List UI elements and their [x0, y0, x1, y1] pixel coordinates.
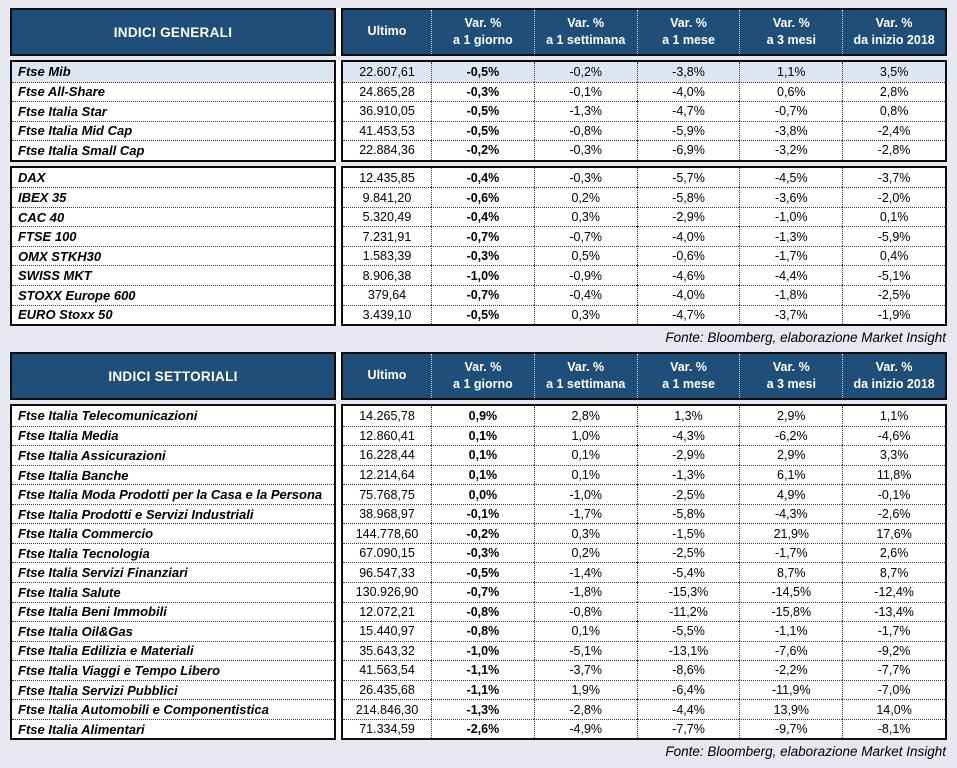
last-price-cell: 9.841,20: [343, 187, 431, 207]
variation-cell: -5,8%: [637, 504, 740, 524]
variation-cell: -1,7%: [739, 246, 842, 266]
variation-cell: -3,6%: [739, 187, 842, 207]
table-title: INDICI SETTORIALI: [10, 352, 336, 400]
last-price-cell: 7.231,91: [343, 226, 431, 246]
last-price-cell: 12.860,41: [343, 426, 431, 446]
column-header-line2: a 1 giorno: [453, 33, 513, 47]
index-name: CAC 40: [12, 207, 334, 227]
column-header-5: [842, 10, 945, 54]
index-name: Ftse Italia Tecnologia: [12, 543, 334, 563]
variation-cell: -4,4%: [739, 265, 842, 285]
variation-cell: -2,5%: [842, 285, 945, 305]
variation-cell: 0,3%: [534, 305, 637, 325]
variation-cell: -0,2%: [431, 140, 534, 160]
table-header-row: [10, 352, 947, 400]
variation-cell: 13,9%: [739, 699, 842, 719]
variation-cell: -0,7%: [739, 101, 842, 121]
index-name: EURO Stoxx 50: [12, 305, 334, 325]
variation-cell: 21,9%: [739, 523, 842, 543]
variation-cell: 2,9%: [739, 406, 842, 426]
variation-cell: 0,1%: [431, 465, 534, 485]
variation-cell: -1,4%: [534, 562, 637, 582]
variation-cell: -4,0%: [637, 82, 740, 102]
variation-cell: 3,5%: [842, 62, 945, 82]
variation-cell: -13,1%: [637, 641, 740, 661]
variation-cell: 0,2%: [534, 187, 637, 207]
variation-cell: -6,9%: [637, 140, 740, 160]
variation-cell: -15,8%: [739, 602, 842, 622]
variation-cell: -0,5%: [431, 121, 534, 141]
column-header-line2: a 3 mesi: [766, 33, 816, 47]
last-price-cell: 3.439,10: [343, 305, 431, 325]
column-header-line1: Ultimo: [367, 24, 407, 39]
column-header-line1: Var. %: [567, 359, 605, 374]
variation-cell: -0,9%: [534, 265, 637, 285]
variation-cell: -2,0%: [842, 187, 945, 207]
last-price-cell: 26.435,68: [343, 680, 431, 700]
index-name: Ftse Italia Viaggi e Tempo Libero: [12, 660, 334, 680]
variation-cell: -5,8%: [637, 187, 740, 207]
variation-cell: -15,3%: [637, 582, 740, 602]
index-name: Ftse Italia Telecomunicazioni: [18, 408, 198, 424]
index-name: DAX: [18, 170, 46, 185]
variation-cell: -2,9%: [637, 445, 740, 465]
variation-cell: -0,3%: [534, 140, 637, 160]
variation-cell: -4,6%: [842, 426, 945, 446]
variation-cell: -1,7%: [739, 543, 842, 563]
variation-cell: 4,9%: [739, 484, 842, 504]
source-note: Fonte: Bloomberg, elaborazione Market Insight: [665, 330, 946, 346]
variation-cell: -0,5%: [431, 62, 534, 82]
groups: [10, 404, 947, 740]
variation-cell: -0,2%: [431, 523, 534, 543]
variation-cell: -1,0%: [431, 641, 534, 661]
column-header-line1: Var. %: [464, 15, 502, 30]
index-name: IBEX 35: [12, 187, 334, 207]
last-price-cell: 130.926,90: [343, 582, 431, 602]
index-name: Ftse Italia Moda Prodotti per la Casa e la Persona: [12, 484, 334, 504]
variation-cell: -2,4%: [842, 121, 945, 141]
index-name: Ftse Mib: [12, 62, 334, 82]
last-price-cell: 12.072,21: [343, 602, 431, 622]
last-price-cell: 36.910,05: [343, 101, 431, 121]
index-name: Ftse Italia Assicurazioni: [12, 445, 334, 465]
variation-cell: -5,4%: [637, 562, 740, 582]
index-name: Ftse Italia Commercio: [12, 523, 334, 543]
column-header-line1: Var. %: [670, 359, 707, 374]
variation-cell: 6,1%: [739, 465, 842, 485]
variation-cell: -1,1%: [739, 621, 842, 641]
last-price-cell: 144.778,60: [343, 523, 431, 543]
variation-cell: -4,3%: [739, 504, 842, 524]
variation-cell: -0,3%: [431, 543, 534, 563]
last-price-cell: 214.846,30: [343, 699, 431, 719]
variation-cell: -1,3%: [739, 226, 842, 246]
variation-cell: 3,3%: [842, 445, 945, 465]
column-header-line2: a 1 settimana: [546, 377, 626, 392]
column-header-4: [739, 354, 842, 398]
index-name: Ftse Italia Beni Immobili: [12, 602, 334, 622]
variation-cell: -3,8%: [739, 121, 842, 141]
variation-cell: -1,7%: [842, 621, 945, 641]
column-header-line1: Ultimo: [367, 368, 407, 383]
variation-cell: -6,4%: [637, 680, 740, 700]
column-header-line2: da inizio 2018: [853, 33, 935, 47]
variation-cell: -2,5%: [637, 484, 740, 504]
variation-cell: -0,1%: [431, 504, 534, 524]
index-name: FTSE 100: [12, 226, 334, 246]
column-header-2: [534, 10, 637, 54]
variation-cell: 0,4%: [842, 246, 945, 266]
index-name: Ftse Italia Banche: [12, 465, 334, 485]
last-price-cell: 1.583,39: [343, 246, 431, 266]
column-header-line2: a 1 settimana: [546, 33, 626, 47]
column-header-line2: a 3 mesi: [766, 377, 816, 392]
column-header-line1: Var. %: [875, 359, 913, 374]
variation-cell: -3,7%: [842, 168, 945, 188]
variation-cell: -0,6%: [637, 246, 740, 266]
index-name: OMX STKH30: [12, 246, 334, 266]
variation-cell: -0,5%: [431, 562, 534, 582]
variation-cell: 2,8%: [842, 82, 945, 102]
variation-cell: -4,7%: [637, 101, 740, 121]
column-header-line1: Var. %: [670, 15, 707, 30]
groups: [10, 60, 947, 326]
variation-cell: -2,6%: [431, 719, 534, 739]
last-price-cell: 24.865,28: [343, 82, 431, 102]
last-price-cell: 41.453,53: [343, 121, 431, 141]
variation-cell: -0,8%: [431, 621, 534, 641]
variation-cell: -2,6%: [842, 504, 945, 524]
index-name: Ftse Italia Salute: [12, 582, 334, 602]
variation-cell: -1,8%: [534, 582, 637, 602]
values-block: [341, 60, 947, 162]
variation-cell: -7,7%: [842, 660, 945, 680]
column-header-line2: a 1 mese: [662, 33, 715, 47]
variation-cell: -9,2%: [842, 641, 945, 661]
index-name: Ftse Italia Automobili e Componentistica: [12, 699, 334, 719]
variation-cell: -5,1%: [534, 641, 637, 661]
variation-cell: -2,2%: [739, 660, 842, 680]
variation-cell: -0,8%: [534, 121, 637, 141]
variation-cell: -0,4%: [431, 168, 534, 188]
variation-cell: -0,1%: [842, 484, 945, 504]
variation-cell: -8,6%: [637, 660, 740, 680]
variation-cell: 0,1%: [842, 207, 945, 227]
row-group: [10, 60, 947, 162]
variation-cell: -1,1%: [431, 680, 534, 700]
variation-cell: 1,3%: [637, 406, 740, 426]
variation-cell: 0,0%: [431, 484, 534, 504]
variation-cell: -0,8%: [431, 602, 534, 622]
variation-cell: -2,8%: [842, 140, 945, 160]
index-name: Ftse Italia Small Cap: [12, 140, 334, 160]
variation-cell: 0,9%: [431, 406, 534, 426]
variation-cell: -4,5%: [739, 168, 842, 188]
variation-cell: -1,1%: [431, 660, 534, 680]
column-header-4: [739, 10, 842, 54]
variation-cell: -7,0%: [842, 680, 945, 700]
variation-cell: -0,5%: [431, 305, 534, 325]
variation-cell: 1,1%: [842, 406, 945, 426]
last-price-cell: 22.607,61: [343, 62, 431, 82]
variation-cell: 0,5%: [534, 246, 637, 266]
last-price-cell: 41.563,54: [343, 660, 431, 680]
variation-cell: -6,2%: [739, 426, 842, 446]
row-group: [10, 166, 947, 326]
variation-cell: 0,3%: [534, 207, 637, 227]
variation-cell: 0,6%: [739, 82, 842, 102]
last-price-cell: 75.768,75: [343, 484, 431, 504]
variation-cell: 2,8%: [534, 406, 637, 426]
column-header-0: [343, 10, 431, 54]
index-name: Ftse Italia Servizi Finanziari: [12, 562, 334, 582]
variation-cell: -0,3%: [431, 246, 534, 266]
variation-cell: 2,6%: [842, 543, 945, 563]
last-price-cell: 12.214,64: [343, 465, 431, 485]
last-price-cell: 5.320,49: [343, 207, 431, 227]
variation-cell: -1,3%: [534, 101, 637, 121]
index-names-block: [10, 166, 336, 326]
variation-cell: 1,1%: [739, 62, 842, 82]
values-block: [341, 166, 947, 326]
last-price-cell: 22.884,36: [343, 140, 431, 160]
column-header-5: [842, 354, 945, 398]
variation-cell: -3,7%: [739, 305, 842, 325]
variation-cell: 17,6%: [842, 523, 945, 543]
variation-cell: -2,8%: [534, 699, 637, 719]
variation-cell: -4,3%: [637, 426, 740, 446]
variation-cell: -3,8%: [637, 62, 740, 82]
variation-cell: -4,0%: [637, 285, 740, 305]
variation-cell: -1,5%: [637, 523, 740, 543]
variation-cell: -0,4%: [431, 207, 534, 227]
variation-cell: -12,4%: [842, 582, 945, 602]
index-name: Ftse Italia Alimentari: [12, 719, 334, 739]
table-title: INDICI GENERALI: [10, 8, 336, 56]
variation-cell: 14,0%: [842, 699, 945, 719]
column-header-3: [637, 10, 740, 54]
variation-cell: -11,9%: [739, 680, 842, 700]
variation-cell: -5,9%: [842, 226, 945, 246]
variation-cell: -2,9%: [637, 207, 740, 227]
column-headers: [341, 352, 947, 400]
variation-cell: -5,7%: [637, 168, 740, 188]
variation-cell: 0,1%: [534, 445, 637, 465]
variation-cell: -0,6%: [431, 187, 534, 207]
index-name: Ftse Italia Star: [12, 101, 334, 121]
variation-cell: -0,8%: [534, 602, 637, 622]
variation-cell: 0,1%: [534, 465, 637, 485]
variation-cell: 0,2%: [534, 543, 637, 563]
variation-cell: -1,3%: [431, 699, 534, 719]
variation-cell: 1,9%: [534, 680, 637, 700]
variation-cell: 1,0%: [534, 426, 637, 446]
variation-cell: -1,0%: [431, 265, 534, 285]
variation-cell: -0,1%: [534, 82, 637, 102]
last-price-cell: 67.090,15: [343, 543, 431, 563]
variation-cell: -3,7%: [534, 660, 637, 680]
last-price-cell: 379,64: [343, 285, 431, 305]
variation-cell: -13,4%: [842, 602, 945, 622]
variation-cell: -9,7%: [739, 719, 842, 739]
last-price-cell: 16.228,44: [343, 445, 431, 465]
column-header-line2: a 1 giorno: [453, 377, 513, 392]
variation-cell: -5,9%: [637, 121, 740, 141]
row-group: [10, 404, 947, 740]
index-name: Ftse Italia Edilizia e Materiali: [12, 641, 334, 661]
index-names-block: [10, 404, 336, 740]
variation-cell: 11,8%: [842, 465, 945, 485]
last-price-cell: 8.906,38: [343, 265, 431, 285]
variation-cell: 0,8%: [842, 101, 945, 121]
variation-cell: -1,9%: [842, 305, 945, 325]
index-name: Ftse Italia Oil&Gas: [12, 621, 334, 641]
variation-cell: -3,2%: [739, 140, 842, 160]
variation-cell: -0,4%: [534, 285, 637, 305]
column-header-3: [637, 354, 740, 398]
variation-cell: -5,1%: [842, 265, 945, 285]
column-header-2: [534, 354, 637, 398]
variation-cell: -0,3%: [534, 168, 637, 188]
variation-cell: -4,7%: [637, 305, 740, 325]
variation-cell: -8,1%: [842, 719, 945, 739]
last-price-cell: 96.547,33: [343, 562, 431, 582]
index-name: Ftse All-Share: [12, 82, 334, 102]
variation-cell: -14,5%: [739, 582, 842, 602]
column-header-1: [431, 354, 534, 398]
variation-cell: -0,2%: [534, 62, 637, 82]
variation-cell: -1,0%: [534, 484, 637, 504]
variation-cell: -4,6%: [637, 265, 740, 285]
variation-cell: -4,0%: [637, 226, 740, 246]
variation-cell: 8,7%: [842, 562, 945, 582]
column-header-0: [343, 354, 431, 398]
variation-cell: -1,7%: [534, 504, 637, 524]
variation-cell: -7,7%: [637, 719, 740, 739]
column-header-line1: Var. %: [875, 15, 913, 30]
variation-cell: -11,2%: [637, 602, 740, 622]
variation-cell: 0,3%: [534, 523, 637, 543]
table-header-row: [10, 8, 947, 56]
values-block: [341, 404, 947, 740]
indici-generali-section: [10, 8, 947, 345]
variation-cell: 2,9%: [739, 445, 842, 465]
variation-cell: -4,4%: [637, 699, 740, 719]
column-header-line1: Var. %: [464, 359, 502, 374]
variation-cell: -0,7%: [431, 226, 534, 246]
last-price-cell: 15.440,97: [343, 621, 431, 641]
variation-cell: 0,1%: [431, 445, 534, 465]
index-name: Ftse Italia Media: [12, 426, 334, 446]
variation-cell: -1,0%: [739, 207, 842, 227]
variation-cell: 0,1%: [431, 426, 534, 446]
last-price-cell: 14.265,78: [359, 408, 415, 423]
index-name: Ftse Italia Mid Cap: [12, 121, 334, 141]
variation-cell: -0,5%: [431, 101, 534, 121]
index-name: Ftse Italia Prodotti e Servizi Industriali: [12, 504, 334, 524]
variation-cell: -4,9%: [534, 719, 637, 739]
last-price-cell: 35.643,32: [343, 641, 431, 661]
last-price-cell: 38.968,97: [343, 504, 431, 524]
column-header-1: [431, 10, 534, 54]
variation-cell: -0,7%: [431, 582, 534, 602]
variation-cell: 0,1%: [534, 621, 637, 641]
column-header-line1: Var. %: [772, 15, 810, 30]
variation-cell: -0,7%: [534, 226, 637, 246]
variation-cell: 8,7%: [739, 562, 842, 582]
source-note: Fonte: Bloomberg, elaborazione Market Insight: [665, 744, 946, 760]
column-header-line2: a 1 mese: [662, 377, 715, 392]
variation-cell: -2,5%: [637, 543, 740, 563]
variation-cell: -7,6%: [739, 641, 842, 661]
index-name: Ftse Italia Servizi Pubblici: [12, 680, 334, 700]
indici-settoriali-section: [10, 352, 947, 759]
column-headers: [341, 8, 947, 56]
variation-cell: -1,3%: [637, 465, 740, 485]
last-price-cell: 12.435,85: [359, 170, 415, 185]
variation-cell: -0,7%: [431, 285, 534, 305]
index-name: SWISS MKT: [12, 265, 334, 285]
last-price-cell: 71.334,59: [343, 719, 431, 739]
column-header-line2: da inizio 2018: [853, 377, 935, 392]
variation-cell: -5,5%: [637, 621, 740, 641]
index-name: STOXX Europe 600: [12, 285, 334, 305]
variation-cell: -1,8%: [739, 285, 842, 305]
column-header-line1: Var. %: [772, 359, 810, 374]
index-names-block: [10, 60, 336, 162]
variation-cell: -0,3%: [431, 82, 534, 102]
column-header-line1: Var. %: [567, 15, 605, 30]
